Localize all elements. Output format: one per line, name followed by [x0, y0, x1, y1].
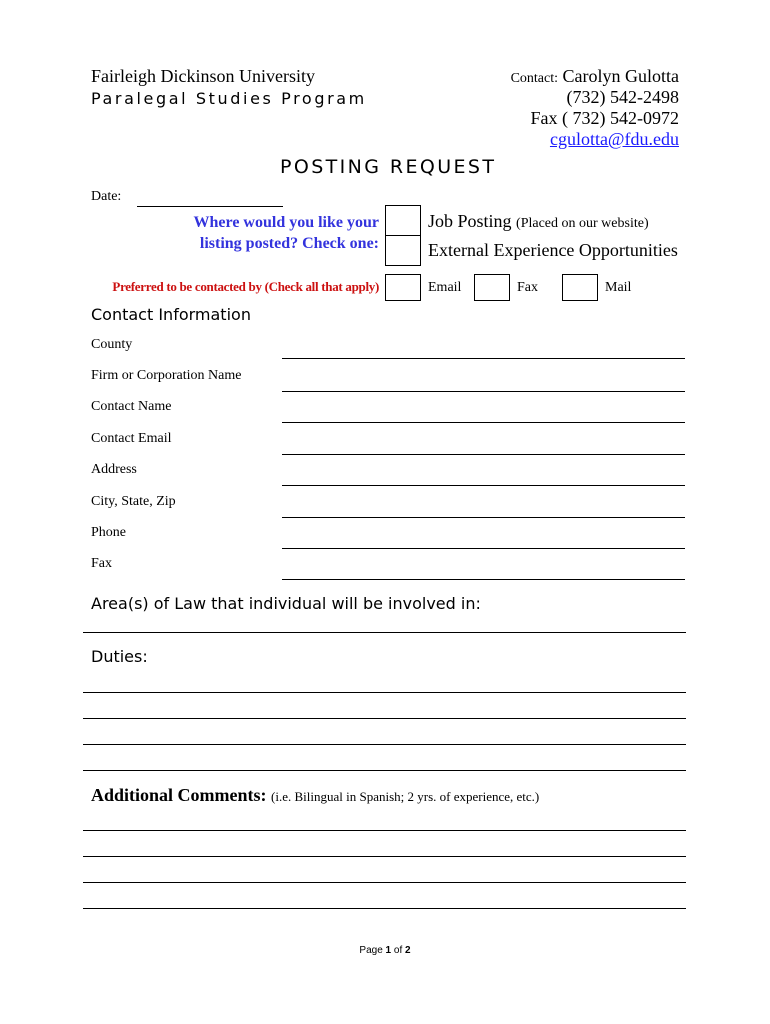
duties-label: Duties:: [91, 647, 148, 666]
contact-label: Contact:: [510, 71, 559, 86]
university-name: Fairleigh Dickinson University: [91, 66, 315, 86]
fax-label: Fax: [91, 556, 112, 571]
additional-comments-heading: [91, 785, 539, 806]
listing-question-line1: Where would you like your: [193, 214, 379, 231]
page-prefix: Page: [359, 945, 386, 956]
external-experience-label: External Experience Opportunities: [428, 240, 678, 260]
contact-email-checkbox[interactable]: [385, 274, 421, 301]
page-title: POSTING REQUEST: [280, 156, 497, 178]
contact-phone: (732) 542-2498: [566, 87, 679, 107]
contact-name: Carolyn Gulotta: [562, 66, 679, 86]
contact-email-label: Contact Email: [91, 431, 172, 446]
page-of: of: [391, 945, 406, 956]
contact-fax-option: Fax: [517, 280, 538, 295]
additional-comments-note: (i.e. Bilingual in Spanish; 2 yrs. of experience, etc.): [271, 789, 540, 804]
county-field[interactable]: [282, 358, 685, 359]
contact-info-heading: Contact Information: [91, 305, 251, 324]
listing-question-line2: listing posted? Check one:: [199, 235, 379, 252]
page-number: [0, 945, 770, 956]
comments-line-1[interactable]: [83, 830, 686, 831]
firm-field[interactable]: [282, 391, 685, 392]
date-label: Date:: [91, 189, 122, 204]
duties-line-1[interactable]: [83, 692, 686, 693]
city-state-zip-field[interactable]: [282, 517, 685, 518]
contact-name-label: Contact Name: [91, 399, 172, 414]
contact-mail-option: Mail: [605, 280, 632, 295]
phone-field[interactable]: [282, 548, 685, 549]
phone-label: Phone: [91, 525, 126, 540]
contact-fax-checkbox[interactable]: [474, 274, 510, 301]
contact-fax: Fax ( 732) 542-0972: [530, 108, 679, 128]
county-label: County: [91, 337, 133, 352]
job-posting-option: [428, 211, 649, 232]
contact-name-field[interactable]: [282, 422, 685, 423]
city-state-zip-label: City, State, Zip: [91, 494, 176, 509]
date-field[interactable]: [137, 206, 283, 207]
comments-line-2[interactable]: [83, 856, 686, 857]
comments-line-4[interactable]: [83, 908, 686, 909]
job-posting-label: Job Posting: [428, 211, 512, 231]
contact-email-field[interactable]: [282, 454, 685, 455]
external-experience-checkbox[interactable]: [385, 235, 421, 266]
contact-block: [511, 66, 679, 87]
comments-line-3[interactable]: [83, 882, 686, 883]
firm-label: Firm or Corporation Name: [91, 368, 242, 383]
job-posting-checkbox[interactable]: [385, 205, 421, 236]
address-label: Address: [91, 462, 137, 477]
contact-mail-checkbox[interactable]: [562, 274, 598, 301]
fax-field[interactable]: [282, 579, 685, 580]
areas-of-law-label: Area(s) of Law that individual will be involved in:: [91, 594, 481, 613]
program-name: Paralegal Studies Program: [91, 89, 367, 108]
areas-of-law-field[interactable]: [83, 632, 686, 633]
contact-email-link[interactable]: cgulotta@fdu.edu: [549, 129, 679, 149]
contact-email-option: Email: [428, 280, 462, 295]
job-posting-note: (Placed on our website): [516, 216, 649, 231]
duties-line-3[interactable]: [83, 744, 686, 745]
page-total: 2: [405, 945, 411, 956]
page-current: 1: [385, 945, 392, 956]
additional-comments-label: Additional Comments:: [91, 785, 267, 805]
contact-preference-label: Preferred to be contacted by (Check all that apply): [112, 279, 379, 294]
duties-line-2[interactable]: [83, 718, 686, 719]
address-field[interactable]: [282, 485, 685, 486]
duties-line-4[interactable]: [83, 770, 686, 771]
